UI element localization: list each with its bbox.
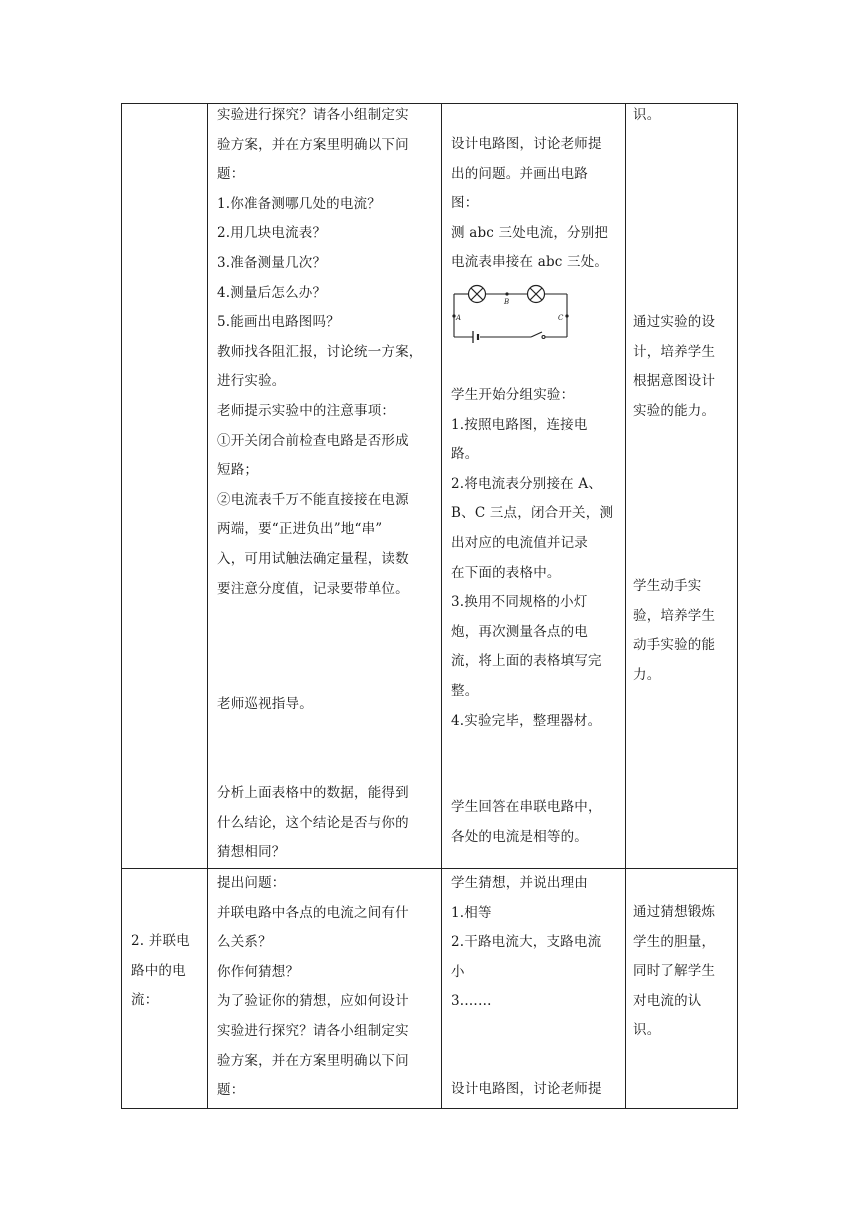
student-activity-cell-1 bbox=[451, 130, 626, 278]
text-line: 两端，要“正进负出”地“串” bbox=[217, 521, 383, 538]
text-line: 1.你准备测哪几处的电流？ bbox=[217, 195, 381, 212]
text-line: 2.将电流表分别接在 A、 bbox=[451, 475, 603, 492]
text-line: B、C 三点，闭合开关，测 bbox=[451, 505, 614, 522]
text-line: 1.相等 bbox=[451, 904, 492, 921]
text-line: ②电流表千万不能直接接在电源 bbox=[217, 491, 409, 508]
switch-icon bbox=[531, 332, 545, 339]
design-intent-cell-1b bbox=[633, 308, 733, 426]
text-line: 学生回答在串联电路中， bbox=[451, 799, 602, 815]
teacher-activity-cell-1 bbox=[217, 101, 439, 604]
battery-icon bbox=[473, 331, 478, 343]
student-activity-cell-2 bbox=[451, 869, 626, 1017]
table-bottom-border bbox=[121, 1108, 738, 1109]
text-line: 流，将上面的表格填写完 bbox=[451, 653, 602, 670]
text-line: 识。 bbox=[633, 107, 661, 123]
text-line: 实验进行探究？请各小组制定实 bbox=[217, 1022, 409, 1039]
text-line: 对电流的认 bbox=[633, 992, 702, 1009]
text-line: 炮，再次测量各点的电 bbox=[451, 623, 588, 640]
table-right-border bbox=[737, 103, 738, 1109]
point-a-label: A bbox=[456, 314, 462, 322]
text-line: 图： bbox=[451, 195, 479, 212]
text-line: 路中的电 bbox=[131, 962, 186, 979]
text-line: 通过实验的设 bbox=[633, 314, 716, 330]
point-c-label: C bbox=[558, 314, 564, 322]
text-line: 5.能画出电路图吗？ bbox=[217, 314, 340, 331]
text-line: 要注意分度值，记录要带单位。 bbox=[217, 580, 409, 597]
text-line: 流： bbox=[131, 992, 159, 1009]
text-line: 电流表串接在 abc 三处。 bbox=[451, 254, 609, 271]
text-line: 4.实验完毕，整理器材。 bbox=[451, 712, 602, 729]
text-line: 1.按照电路图，连接电 bbox=[451, 416, 588, 433]
text-line: 4.测量后怎么办？ bbox=[217, 284, 327, 301]
text-line: 么关系？ bbox=[217, 934, 272, 951]
teacher-patrol-text bbox=[217, 690, 439, 720]
design-intent-cell-1c bbox=[633, 572, 733, 690]
text-line: 并联电路中各点的电流之间有什 bbox=[217, 904, 409, 921]
teacher-analysis-text bbox=[217, 779, 439, 868]
text-line: 3.准备测量几次？ bbox=[217, 254, 327, 271]
text-line: 进行实验。 bbox=[217, 373, 286, 390]
text-line: 实验进行探究？请各小组制定实 bbox=[217, 107, 409, 123]
text-line: 分析上面表格中的数据，能得到 bbox=[217, 785, 409, 801]
text-line: 短路； bbox=[217, 462, 259, 479]
text-line: 学生猜想，并说出理由 bbox=[451, 875, 588, 891]
student-design-text-2 bbox=[451, 1075, 626, 1105]
text-line: 出对应的电流值并记录 bbox=[451, 534, 588, 551]
text-line: 小 bbox=[451, 963, 465, 980]
text-line: 各处的电流是相等的。 bbox=[451, 828, 588, 845]
text-line: 2. 并联电 bbox=[131, 933, 190, 949]
text-line: 整。 bbox=[451, 682, 479, 699]
text-line: 通过猜想锻炼 bbox=[633, 904, 716, 920]
text-line: 题： bbox=[217, 1082, 245, 1099]
text-line: 2.干路电流大，支路电流 bbox=[451, 934, 602, 951]
text-line: 设计电路图，讨论老师提 bbox=[451, 1081, 602, 1097]
text-line: 计，培养学生 bbox=[633, 343, 716, 360]
design-intent-cell-2 bbox=[633, 898, 733, 1046]
text-line: 设计电路图，讨论老师提 bbox=[451, 136, 602, 152]
text-line: 提出问题： bbox=[217, 875, 286, 891]
text-line: 测 abc 三处电流，分别把 bbox=[451, 224, 609, 241]
text-line: 学生的胆量， bbox=[633, 933, 716, 950]
text-line: 路。 bbox=[451, 446, 479, 463]
text-line: ①开关闭合前检查电路是否形成 bbox=[217, 432, 409, 449]
text-line: 猜想相同？ bbox=[217, 844, 286, 861]
text-line: 老师提示实验中的注意事项： bbox=[217, 402, 396, 419]
text-line: 验方案，并在方案里明确以下问 bbox=[217, 1052, 409, 1069]
design-intent-cell-1a bbox=[633, 101, 733, 131]
text-line: 在下面的表格中。 bbox=[451, 564, 561, 581]
teacher-activity-cell-2 bbox=[217, 869, 439, 1106]
text-line: 2.用几块电流表？ bbox=[217, 225, 327, 242]
student-experiment-steps bbox=[451, 381, 626, 736]
section-label-parallel bbox=[131, 927, 207, 1016]
text-line: 3.…… bbox=[451, 993, 492, 1010]
text-line: 教师找各阻汇报，讨论统一方案， bbox=[217, 343, 423, 360]
text-line: 题： bbox=[217, 166, 245, 183]
lamp-icon bbox=[528, 286, 545, 303]
text-line: 验方案，并在方案里明确以下问 bbox=[217, 136, 409, 153]
lamp-icon bbox=[469, 286, 486, 303]
text-line: 力。 bbox=[633, 666, 661, 683]
text-line: 根据意图设计 bbox=[633, 373, 716, 390]
series-circuit-diagram bbox=[449, 282, 573, 346]
column-divider-1 bbox=[207, 103, 208, 1109]
table-left-border bbox=[121, 103, 122, 1109]
text-line: 实验的能力。 bbox=[633, 402, 716, 419]
text-line: 验，培养学生 bbox=[633, 607, 716, 624]
column-divider-2 bbox=[441, 103, 442, 1109]
text-line: 什么结论，这个结论是否与你的 bbox=[217, 814, 409, 831]
text-line: 入，可用试触法确定量程，读数 bbox=[217, 550, 409, 567]
text-line: 为了验证你的猜想，应如何设计 bbox=[217, 993, 409, 1010]
text-line: 老师巡视指导。 bbox=[217, 696, 313, 712]
text-line: 学生动手实 bbox=[633, 578, 702, 594]
text-line: 出的问题。并画出电路 bbox=[451, 165, 588, 182]
text-line: 学生开始分组实验： bbox=[451, 387, 575, 403]
text-line: 你作何猜想？ bbox=[217, 963, 300, 980]
student-answer-text bbox=[451, 793, 626, 852]
point-b-label: B bbox=[504, 298, 510, 306]
text-line: 动手实验的能 bbox=[633, 637, 716, 654]
text-line: 同时了解学生 bbox=[633, 963, 716, 980]
text-line: 识。 bbox=[633, 1022, 661, 1039]
text-line: 3.换用不同规格的小灯 bbox=[451, 594, 588, 611]
